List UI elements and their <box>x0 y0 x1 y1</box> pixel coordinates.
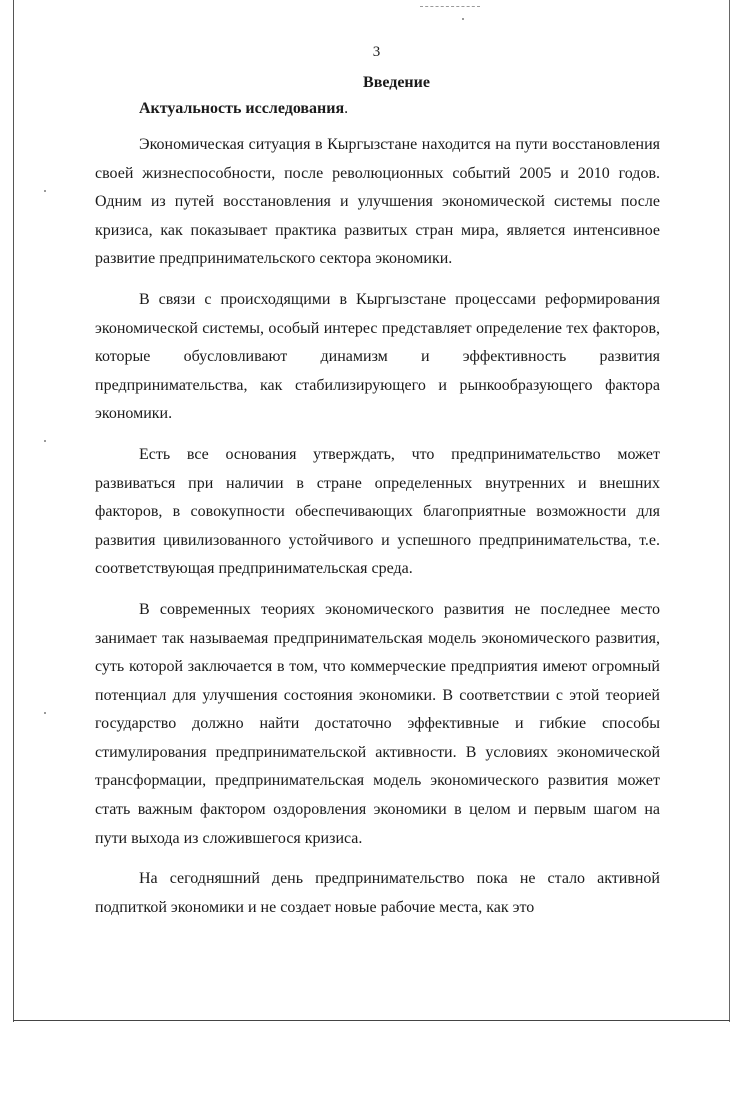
scan-border-right <box>729 0 730 1022</box>
paragraph: Экономическая ситуация в Кыргызстане находится на пути восстановления своей жизнеспособности, после революционных событий 2005 и 2010 годов. Одним из путей восстановления и улучшения экономической системы после кризиса, как показывает практика развитых стран мира, является интенсивное развитие предпринимательского сектора экономики. <box>95 136 660 268</box>
scan-artifact-dot <box>44 190 46 192</box>
section-heading: Введение <box>363 74 430 91</box>
page-number: 3 <box>372 44 381 60</box>
subsection-heading-punct: . <box>344 100 349 117</box>
scan-border-left <box>13 0 14 1022</box>
scan-artifact-dot <box>44 712 46 714</box>
subsection-heading <box>139 100 348 118</box>
scan-artifact-top <box>420 6 480 8</box>
paragraph: В современных теориях экономического развития не последнее место занимает так называемая предпринимательская модель экономического развития, суть которой заключается в том, что коммерческие предприятия имеют огромный потенциал для улучшения состояния экономики. В соответствии с этой теорией государство должно найти достаточно эффективные и гибкие способы стимулирования предпринимательской активности. В условиях экономической трансформации, предпринимательская модель экономического развития может стать важным фактором оздоровления экономики в целом и первым шагом на пути выхода из сложившегося кризиса. <box>95 600 660 847</box>
scan-artifact-dot <box>462 18 464 20</box>
paragraph: Есть все основания утверждать, что предпринимательство может развиваться при наличии в стране определенных внутренних и внешних факторов, в совокупности обеспечивающих благоприятные возможности для развития цивилизованного устойчивого и успешного предпринимательства, т.е. соответствующая предпринимательская среда. <box>95 445 660 578</box>
paragraph: На сегодняшний день предпринимательство пока не стало активной подпиткой экономики и не создает новые рабочие места, как это <box>95 870 660 916</box>
subsection-heading-text: Актуальность исследования <box>139 100 345 117</box>
paragraph: В связи с происходящими в Кыргызстане процессами реформирования экономической системы, особый интерес представляет определение тех факторов, которые обусловливают динамизм и эффективность развития предпринимательства, как стабилизирующего и рынкообразующего фактора экономики. <box>95 290 660 423</box>
body-text <box>95 131 660 922</box>
scan-artifact-dot <box>44 440 46 442</box>
scan-border-bottom <box>13 1020 730 1021</box>
